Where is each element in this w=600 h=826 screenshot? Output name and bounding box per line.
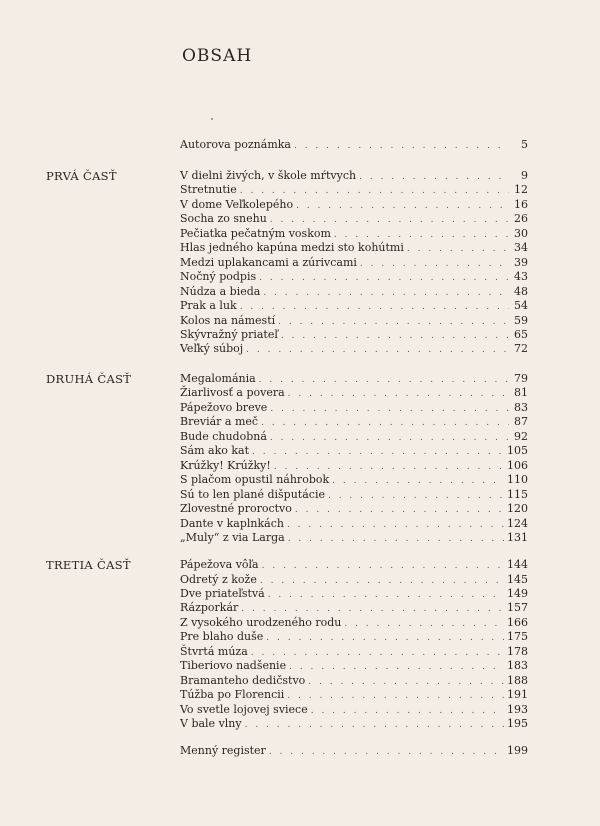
entry-label: Dve priateľstvá [180,586,265,600]
entry-label: Skývražný priateľ [180,327,278,341]
entry-page: 115 [507,487,528,501]
entry-label: Pre blaho duše [180,630,264,644]
leader-dots [288,532,504,547]
entry-label: Nočný podpis [180,270,257,284]
entry-page: 9 [521,169,528,182]
entry-page: 48 [514,284,528,298]
entry-page: 188 [507,673,528,687]
entry-page: 195 [507,717,528,730]
toc-entry [180,658,528,673]
toc-entry [180,615,528,630]
entry-page: 149 [507,586,528,600]
entry-page: 26 [514,212,528,226]
leader-dots [294,139,509,154]
entry-label: Odretý z kože [180,572,257,586]
entry-page: 145 [507,572,528,586]
entry-label: Megalománia [180,372,256,385]
entry-page: 5 [521,138,528,151]
toc-entry [180,255,528,270]
toc-entry [180,385,528,400]
entry-page: 193 [507,702,528,716]
toc-entry [180,240,528,255]
entry-label: V dome Veľkolepého [180,197,294,211]
toc-entry [180,327,528,342]
entry-label: V dielni živých, v škole mŕtvych [180,169,357,182]
entry-label: Zlovestné proroctvo [180,502,292,515]
entry-label: Žiarlivosť a povera [180,386,285,400]
entry-page: 110 [507,473,528,487]
entry-label: Dante v kaplnkách [180,516,284,530]
toc-entry [180,687,528,702]
leader-dots [246,343,509,358]
entry-page: 175 [507,630,528,644]
toc-entry [180,313,528,328]
entry-label: Hlas jedného kapúna medzi sto kohútmi [180,241,404,255]
entry-page: 16 [514,197,528,211]
entry-label: Bramanteho dedičstvo [180,673,306,687]
toc-entry [180,557,528,572]
entry-page: 124 [507,516,528,530]
entry-label: „Muly“ z via Larga [180,531,285,544]
entry-label: Rázporkár [180,601,239,615]
entry-label: Kolos na námestí [180,313,276,327]
entry-page: 39 [514,255,528,269]
entry-page: 54 [514,299,528,312]
entry-page: 79 [514,372,528,385]
entry-page: 12 [514,183,528,197]
entry-label: Tiberiovo nadšenie [180,659,287,673]
entry-page: 59 [514,313,528,327]
entry-page: 65 [514,327,528,341]
toc-entry [180,168,528,183]
entry-label: Vo svetle lojovej sviece [180,702,308,716]
entry-page: 157 [507,601,528,615]
entry-page: 178 [507,644,528,658]
entry-label: Menný register [180,744,266,757]
entry-label: V bale vlny [180,717,242,730]
entry-label: Z vysokého urodzeného rodu [180,615,342,629]
entry-page: 144 [507,558,528,571]
toc-entry-intro [180,137,528,152]
toc-entry [180,572,528,587]
toc-entry [180,443,528,458]
entry-label: Štvrtá múza [180,644,248,658]
toc-entry [180,341,528,356]
entry-page: 30 [514,226,528,240]
toc-entry-register [180,743,528,758]
entry-label: Pápežova vôľa [180,558,259,571]
toc-entry [180,284,528,299]
toc-entry [180,226,528,241]
entry-page: 43 [514,270,528,284]
entry-label: Túžba po Florencii [180,688,285,701]
entry-label: Stretnutie [180,183,237,197]
entry-label: Autorova poznámka [180,138,291,151]
entry-page: 120 [507,502,528,515]
toc-entry [180,530,528,545]
part-heading: PRVÁ ČASŤ [46,169,117,183]
entry-page: 105 [507,444,528,458]
entry-page: 166 [507,615,528,629]
leader-dots [269,745,504,760]
toc-entry [180,414,528,429]
toc-entry [180,702,528,717]
toc-entry [180,472,528,487]
entry-label: Pápežovo breve [180,400,268,414]
toc-entry [180,429,528,444]
entry-label: Breviár a meč [180,415,259,429]
toc-entry [180,400,528,415]
entry-page: 199 [507,744,528,757]
entry-label: Krúžky! Krúžky! [180,458,271,472]
entry-page: 72 [514,342,528,356]
paper-speck [211,118,213,120]
entry-label: Sú to len plané dišputácie [180,487,325,501]
entry-page: 191 [507,688,528,701]
entry-label: Veľký súboj [180,342,244,356]
entry-page: 81 [514,386,528,400]
toc-entry [180,487,528,502]
toc-entry [180,458,528,473]
entry-page: 106 [507,458,528,472]
toc-entry [180,269,528,284]
entry-label: Medzi uplakancami a zúrivcami [180,255,357,269]
toc-entry [180,516,528,531]
entry-page: 183 [507,659,528,673]
part-heading: TRETIA ČASŤ [46,558,131,572]
toc-entry [180,371,528,386]
toc-entry [180,586,528,601]
entry-label: Pečiatka pečatným voskom [180,226,331,240]
entry-page: 34 [514,241,528,255]
toc-entry [180,629,528,644]
entry-label: Bude chudobná [180,429,267,443]
entry-label: Sám ako kat [180,444,250,458]
entry-label: Socha zo snehu [180,212,267,226]
entry-page: 92 [514,429,528,443]
entry-page: 131 [507,531,528,544]
toc-entry [180,298,528,313]
entry-label: S plačom opustil náhrobok [180,473,330,487]
entry-page: 87 [514,415,528,429]
toc-entry [180,182,528,197]
page-title: OBSAH [182,46,253,66]
toc-entry [180,197,528,212]
toc-entry [180,716,528,731]
toc-entry [180,211,528,226]
toc-entry [180,673,528,688]
toc-entry [180,644,528,659]
part-heading: DRUHÁ ČASŤ [46,372,132,386]
toc-entry [180,600,528,615]
entry-label: Núdza a bieda [180,284,261,298]
leader-dots [245,718,504,733]
entry-page: 83 [514,400,528,414]
entry-label: Prak a luk [180,299,237,312]
toc-entry [180,501,528,516]
